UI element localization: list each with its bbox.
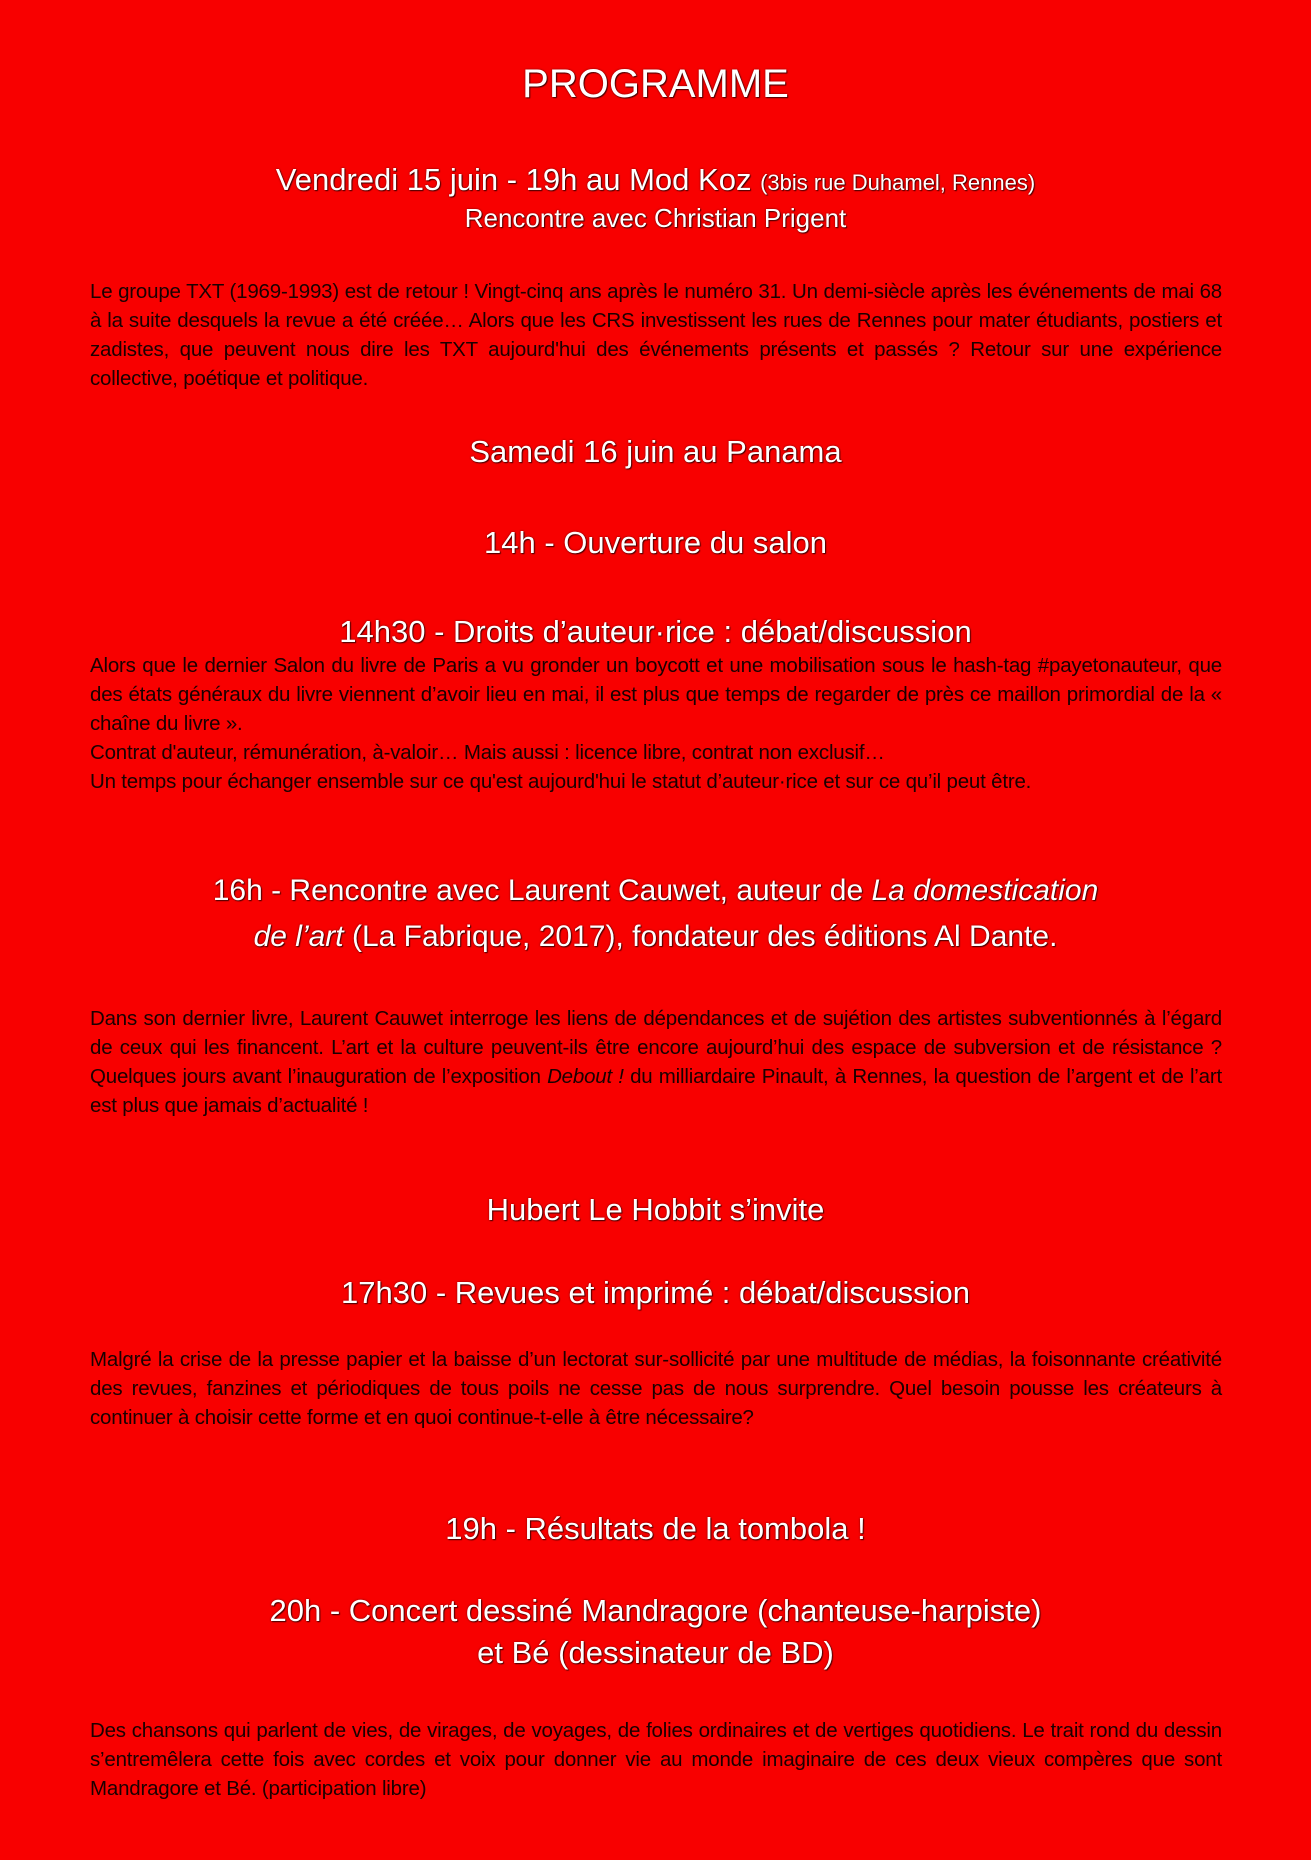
friday-description: Le groupe TXT (1969-1993) est de retour ! Vingt-cinq ans après le numéro 31. Un demi-siècle après les événements de mai 68 à la suite desquels la revue a été créée… Alors que les CRS investissent les rues de Rennes pour mater étudiants, postiers et zadistes, que peuvent nous dire les TXT aujourd'hui des événements présents et passés ? Retour sur une expérience collective, poétique et politique. [90, 280, 1222, 390]
rights-description [90, 651, 1222, 796]
cauwet-heading-part1: 16h - Rencontre avec Laurent Cauwet, auteur de [212, 874, 872, 907]
book-title: de l’art [253, 920, 344, 953]
rights-paragraph: Contrat d'auteur, rémunération, à-valoir… Mais aussi : licence libre, contrat non exclusif… [90, 741, 885, 764]
concert-heading [0, 1590, 1311, 1674]
rights-heading: 14h30 - Droits d’auteur·rice : débat/discussion [339, 614, 972, 649]
friday-heading-text: Vendredi 15 juin - 19h au Mod Koz [275, 162, 752, 197]
concert-heading-line2: et Bé (dessinateur de BD) [477, 1635, 834, 1670]
friday-subheading: Rencontre avec Christian Prigent [464, 203, 847, 233]
hobbit-heading: Hubert Le Hobbit s’invite [486, 1192, 825, 1227]
friday-heading [0, 160, 1311, 203]
cauwet-text-part1: Dans son dernier livre, Laurent Cauwet interroge les liens de dépendances et de sujétion des artistes subventionnés à l’égard de ceux qui les financent. L’art et la culture peuvent-ils être encore aujourd’hui des espace de subversion et de résistance ? Quelques jours avant l’inauguration de l’exposition [90, 1007, 1222, 1088]
friday-address: (3bis rue Duhamel, Rennes) [760, 170, 1036, 195]
cauwet-heading [0, 868, 1311, 960]
cauwet-text-part2: du milliardaire Pinault, à Rennes, la question de l’argent et de l’art est plus que jamais d’actualité ! [90, 1065, 1222, 1117]
concert-description: Des chansons qui parlent de vies, de virages, de voyages, de folies ordinaires et de vertiges quotidiens. Le trait rond du dessin s’entremêlera cette fois avec cordes et voix pour donner vie au monde imaginaire de ces deux vieux compères que sont Mandragore et Bé. (participation libre) [90, 1719, 1222, 1800]
opening-heading: 14h - Ouverture du salon [484, 525, 827, 560]
concert-heading-line1: 20h - Concert dessiné Mandragore (chanteuse-harpiste) [269, 1593, 1042, 1628]
page-title: PROGRAMME [522, 62, 789, 106]
exhibition-title: Debout ! [547, 1065, 624, 1088]
rights-paragraph: Alors que le dernier Salon du livre de Paris a vu gronder un boycott et une mobilisation sous le hash-tag #payetonauteur, que des états généraux du livre viennent d’avoir lieu en mai, il est plus que temps de regarder de près ce maillon primordial de la « chaîne du livre ». [90, 654, 1222, 735]
rights-paragraph: Un temps pour échanger ensemble sur ce qu'est aujourd'hui le statut d’auteur·rice et sur ce qu’il peut être. [90, 770, 1032, 793]
revues-description: Malgré la crise de la presse papier et la baisse d’un lectorat sur-sollicité par une multitude de médias, la foisonnante créativité des revues, fanzines et périodiques de tous poils ne cesse pas de nous surprendre. Quel besoin pousse les créateurs à continuer à choisir cette forme et en quoi continue-t-elle à être nécessaire? [90, 1348, 1222, 1429]
cauwet-heading-part2: (La Fabrique, 2017), fondateur des éditions Al Dante. [343, 920, 1058, 953]
book-title: La domestication [871, 874, 1099, 907]
tombola-heading: 19h - Résultats de la tombola ! [445, 1511, 866, 1546]
revues-heading: 17h30 - Revues et imprimé : débat/discussion [341, 1275, 970, 1310]
saturday-heading: Samedi 16 juin au Panama [469, 434, 842, 469]
cauwet-description [90, 1004, 1222, 1120]
